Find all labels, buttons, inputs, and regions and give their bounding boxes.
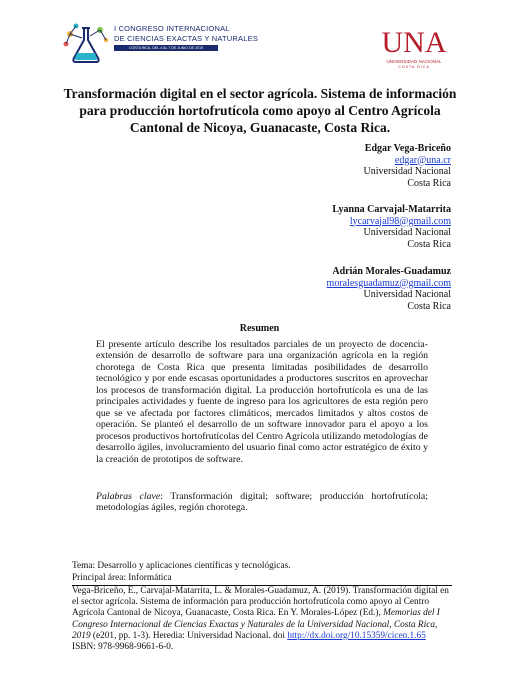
congress-logo-line2: DE CIENCIAS EXACTAS Y NATURALES: [114, 34, 259, 43]
topic-line: Tema: Desarrollo y aplicaciones científicas y tecnológicas.: [72, 561, 291, 571]
author-block: [332, 204, 451, 250]
author-country: Costa Rica: [407, 300, 451, 312]
author-block: [364, 143, 451, 189]
congress-logo: [62, 16, 259, 72]
abstract-text: El presente artículo describe los resultados parciales de un proyecto de docencia-extensión de desarrollo de software para una organización agrícola en la región chorotega de Costa Rica que presenta limitadas posibilidades de desarrollo tecnológico y por ende escasas oportunidades a productores suscritos en aprovechar los procesos de transformación digital. La producción hortofrutícola es una de las principales actividades y fuente de ingreso para los agricultores de esta región pero que se ve afectada por factores climáticos, mercados limitados y altos costos de operación. Se planteó el desarrollo de un software innovador para el apoyo a los procesos productivos hortofrutícolas del Centro Agrícola utilizando metodologías de desarrollo ágiles, involucramiento del usuario final como actor estratégico de éxito y la creación de prototipos de software.: [96, 339, 428, 465]
author-institution: Universidad Nacional: [363, 166, 451, 177]
citation-text-2: (e201, pp. 1-3). Heredia: Universidad Nacional. doi: [90, 630, 288, 641]
una-logo: [376, 28, 452, 76]
author-country: Costa Rica: [407, 238, 451, 250]
author-email-link[interactable]: moralesguadamuz@gmail.com: [326, 277, 451, 289]
citation-proceedings-title: Memorias del I Congreso Internacional de Ciencias Exactas y Naturales de la Universidad Nacional, Costa Rica, 2019: [72, 608, 440, 641]
author-email-link[interactable]: edgar@una.cr: [394, 154, 451, 166]
flask-molecule-icon: [62, 20, 112, 66]
author-institution: Universidad Nacional: [363, 227, 451, 238]
author-name: Adrián Morales-Guadamuz: [332, 266, 451, 277]
congress-logo-date-bar: COSTA RICA, DEL 4 AL 7 DE JUNIO DE 2019: [114, 45, 218, 51]
congress-logo-line1: I CONGRESO INTERNACIONAL: [114, 24, 230, 33]
author-block: [327, 266, 451, 312]
main-area-line: Principal área: Informática: [72, 573, 172, 583]
una-logo-country: COSTA RICA: [398, 65, 430, 69]
una-logo-text: UNA: [381, 26, 447, 59]
una-logo-subtitle: UNIVERSIDAD NACIONAL: [386, 59, 442, 64]
keywords: [96, 491, 428, 514]
citation-text-1: Vega-Briceño, E., Carvajal-Matarrita, L. & Morales-Guadamuz, A. (2019). Transformación digital en el sector agrícola. Sistema de información para producción hortofrutícola como apoyo al Centro Agrícola Cantonal de Nicoya, Guanacaste, Costa Rica. En Y. Morales-López (Ed.),: [72, 586, 449, 619]
keywords-text: : Transformación digital; software; producción hortofrutícola; metodologías ágiles, región chorotega.: [96, 491, 429, 514]
author-institution: Universidad Nacional: [363, 289, 451, 300]
abstract-heading: Resumen: [239, 323, 280, 334]
author-email-link[interactable]: lycarvajal98@gmail.com: [349, 215, 451, 227]
paper-title: Transformación digital en el sector agrícola. Sistema de información para producción hortofrutícola como apoyo al Centro Agrícola Cantonal de Nicoya, Guanacaste, Costa Rica.: [63, 86, 457, 135]
doi-link[interactable]: http://dx.doi.org/10.15359/cicen.1.65: [287, 630, 426, 641]
keywords-label: Palabras clave: [96, 491, 161, 502]
author-country: Costa Rica: [407, 177, 451, 189]
citation: [72, 586, 454, 642]
isbn: ISBN: 978-9968-9661-6-0.: [72, 642, 174, 652]
author-name: Edgar Vega-Briceño: [364, 143, 451, 154]
author-name: Lyanna Carvajal-Matarrita: [332, 204, 451, 215]
